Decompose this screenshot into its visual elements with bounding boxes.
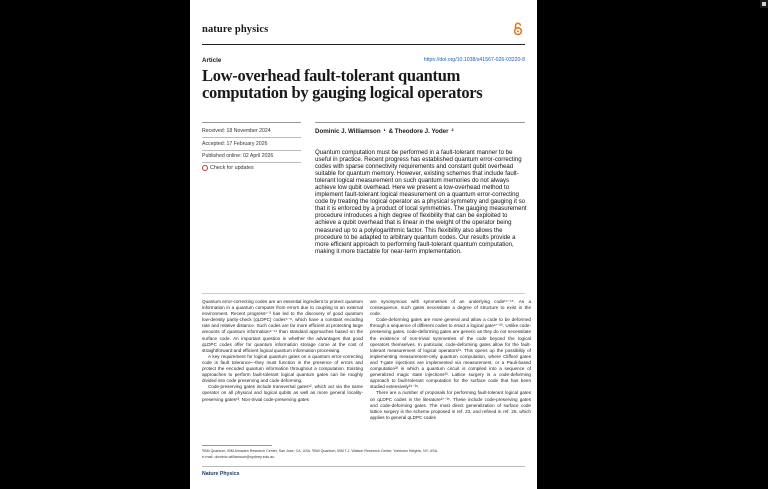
paper-title: Low-overhead fault-tolerant quantum computation by gauging logical operators bbox=[202, 66, 483, 102]
header-rule bbox=[202, 44, 525, 45]
body-column-right bbox=[370, 299, 531, 421]
paragraph: There are a number of proposals for performing fault-tolerant logical gates on qLDPC codes in the literature²⁷⁻³⁵. These include code-preserving gates and code-deforming gates. The most direct generalization of surface code lattice surgery is the scheme proposed in ref. 23, and refined in ref. 26, which applies to general qLDPC codes bbox=[370, 390, 531, 420]
meta-top-rule bbox=[202, 122, 301, 123]
journal-name: nature physics bbox=[202, 24, 269, 35]
body-rule bbox=[202, 293, 525, 294]
check-updates-button[interactable] bbox=[202, 165, 254, 171]
paragraph: Code-deforming gates are more general and allow a code to be deformed through a sequence of different codes to enact a logical gate¹⁷⁻²⁰. Unlike code-preserving gates, code-deforming gates are generic as they do not necessitate the existence of non-trivial symmetries of the code beyond the logical operators themselves. In particular, code-deforming gates allow for the fault-tolerant measurement of logical operators²¹. This opens up the possibility of implementing measurement-only quantum computation, where Clifford gates and T-gate injections are implemented via measurement, or a Pauli-based computation²² in which a quantum circuit is compiled into a sequence of generalized magic state injections²³. Lattice surgery is a code-deforming approach to fault-tolerant computation for the surface code that has been studied extensively²⁴⁻²⁶. bbox=[370, 317, 531, 390]
body-column-left bbox=[202, 299, 363, 403]
footer-rule bbox=[202, 466, 525, 467]
check-updates-icon bbox=[202, 165, 208, 171]
paragraph: are synonymous with symmetries of an underlying code¹⁴⁻¹⁶. As a consequence, such gates necessitate a degree of structure to exist in the code. bbox=[370, 299, 531, 317]
abstract: Quantum computation must be performed in a fault-tolerant manner to be useful in practice. Recent progress has established quantum error-correcting codes with sparse connectivity requirements and constant qubit overhead suitable for quantum memory. However, existing schemes that include fault-tolerant logical measurement on such quantum memories do not always achieve low qubit overhead. Here we present a low-overhead method to implement fault-tolerant logical measurement on a quantum error-correcting code by treating the logical operator as a physical symmetry and gauging it so that it is enforced by a product of local symmetries. The gauging measurement procedure introduces a high degree of flexibility that can be exploited to achieve a qubit overhead that is linear in the weight of the operator being measured up to a polylogarithmic factor. This flexibility also allows the procedure to be adapted to arbitrary quantum codes. Our results provide a more efficient approach to performing fault-tolerant quantum computation, making it more tractable for near-term implementation. bbox=[315, 149, 527, 255]
affiliations: ¹IBM Quantum, IBM Almaden Research Center, San Jose, CA, USA. ²IBM Quantum, IBM T.J. Watson Research Center, Yorktown Heights, NY, USA. bbox=[202, 449, 439, 453]
email-link[interactable]: e-mail: dominic.williamson@sydney.edu.au bbox=[202, 455, 275, 459]
open-access-icon bbox=[512, 22, 524, 36]
article-type: Article bbox=[202, 57, 222, 64]
paragraph: A key requirement for logical quantum gates on a quantum error-correcting code is fault tolerance—they must function in the presence of errors and protect the encoded quantum information throughout a computation. Existing approaches to perform fault-tolerant logical quantum gates can be roughly divided into code preserving and code deforming. bbox=[202, 353, 363, 384]
paragraph: Quantum error-correcting codes are an essential ingredient to protect quantum information in a quantum computer from errors due to coupling to an external environment. Recent progress¹⁻³ has led to the discovery of good quantum low-density parity-check (qLDPC) codes⁴⁻⁸, which have a constant encoding rate and relative distance. Such codes are far more efficient at protecting large amounts of quantum information⁹⁻¹¹ than standard approaches based on the surface code. An important question is whether the advantages that good qLDPC codes offer for quantum information storage come at the cost of straightforward and efficient logical quantum information processing. bbox=[202, 299, 363, 353]
window-corner bbox=[760, 0, 768, 8]
paper-page bbox=[190, 0, 537, 489]
authors-top-rule bbox=[315, 122, 525, 123]
author-list[interactable]: Dominic J. Williamson ¹ & Theodore J. Yoder ² bbox=[315, 128, 454, 135]
check-updates-label: Check for updates bbox=[210, 165, 254, 171]
meta-divider bbox=[202, 150, 301, 151]
doi-link[interactable]: https://doi.org/10.1038/s41567-026-03220-8 bbox=[423, 57, 525, 63]
footnote-rule bbox=[202, 445, 272, 446]
footer-journal: Nature Physics bbox=[202, 471, 240, 477]
received-date: Received: 18 November 2024 bbox=[202, 128, 271, 134]
meta-divider bbox=[202, 162, 301, 163]
paragraph: Code-preserving gates include transversal gates¹², which act via the same operator on all physical and logical qubits as well as more general locality-preserving gates¹³. Non-trivial code-preserving gates bbox=[202, 384, 363, 402]
published-date: Published online: 02 April 2026 bbox=[202, 153, 274, 159]
accepted-date: Accepted: 17 February 2026 bbox=[202, 141, 268, 147]
corner-indicator bbox=[762, 2, 766, 6]
meta-divider bbox=[202, 137, 301, 138]
